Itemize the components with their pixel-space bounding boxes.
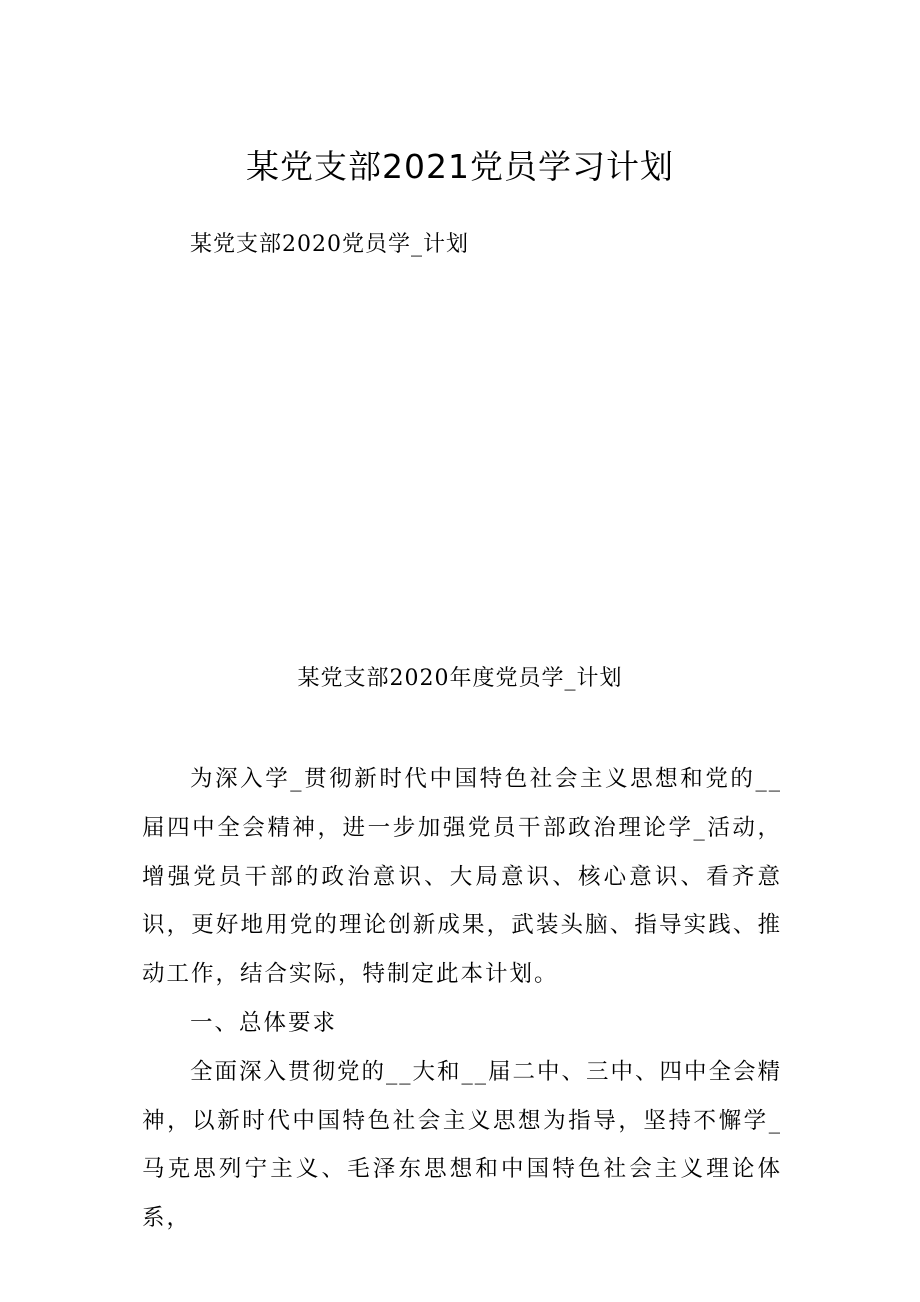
paragraph-intro: 为深入学_贯彻新时代中国特色社会主义思想和党的__届四中全会精神，进一步加强党员干部政治理论学_活动，增强党员干部的政治意识、大局意识、核心意识、看齐意识，更好地用党的理论创新成果，武装头脑、指导实践、推动工作，结合实际，特制定此本计划。 <box>142 766 782 988</box>
document-subtitle: 某党支部2020党员学_计划 <box>190 232 469 257</box>
body-text <box>142 755 782 1243</box>
paragraph-requirements: 全面深入贯彻党的__大和__届二中、三中、四中全会精神，以新时代中国特色社会主义思想为指导，坚持不懈学_马克思列宁主义、毛泽东思想和中国特色社会主义理论体系， <box>142 1058 783 1232</box>
section-title: 某党支部2020年度党员学_计划 <box>297 666 623 691</box>
heading-general-requirements: 一、总体要求 <box>190 1009 338 1036</box>
document-title: 某党支部2021党员学习计划 <box>246 147 674 186</box>
